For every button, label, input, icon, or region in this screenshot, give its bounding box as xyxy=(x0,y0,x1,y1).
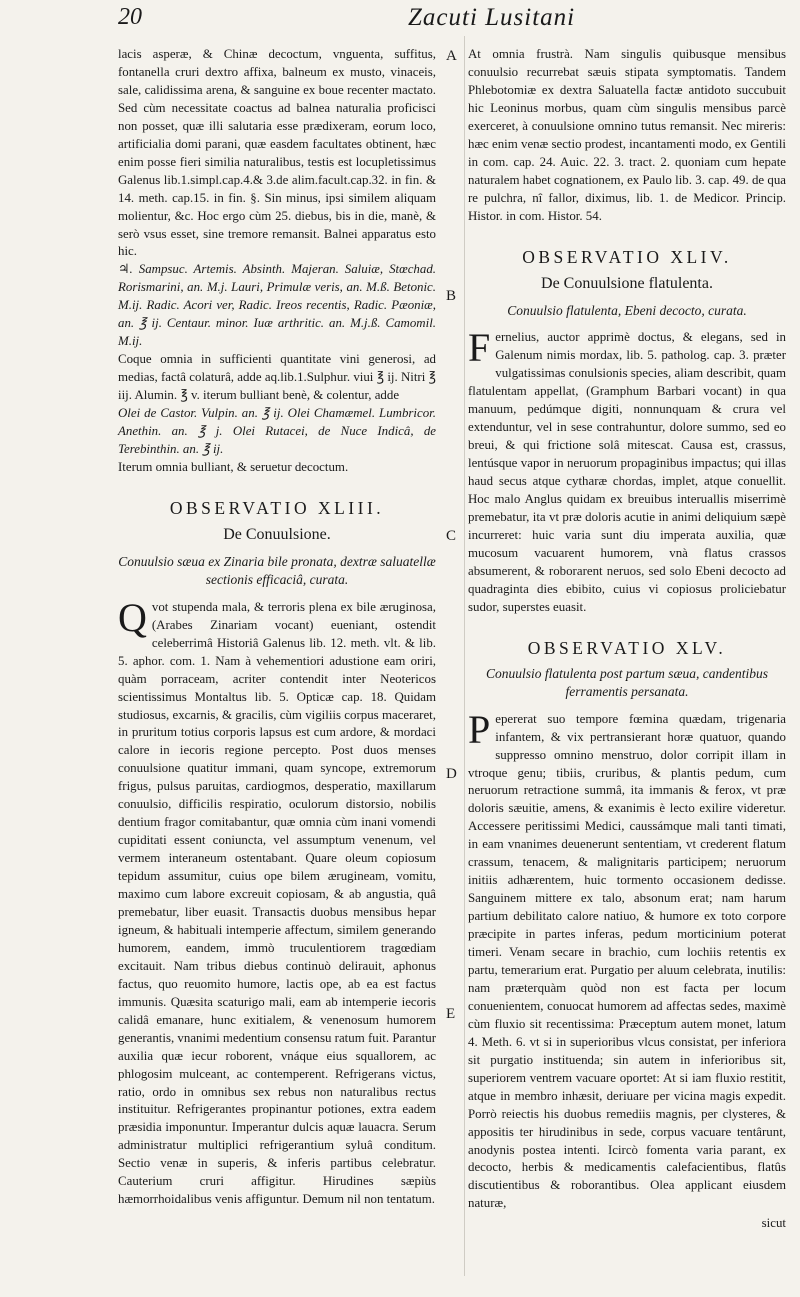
margin-letter-c: C xyxy=(446,528,457,544)
recipe-2: Olei de Castor. Vulpin. an. ℥ ij. Olei Chamæmel. Lumbricor. Anethin. an. ℥ j. Olei Rutacei, de Nuce Indicâ, de Terebinthin. an. ℥ ij. xyxy=(118,406,436,456)
observation-xliv-summary: Conuulsio flatulenta, Ebeni decocto, curata. xyxy=(507,302,747,318)
running-title: Zacuti Lusitani xyxy=(408,4,576,31)
observation-xliv-title: OBSERVATIO XLIV. xyxy=(522,246,732,267)
observation-xliv-subtitle: De Conuulsione flatulenta. xyxy=(541,274,713,292)
intro-paragraph-3: Iterum omnia bulliant, & seruetur decoctum. xyxy=(118,459,349,474)
observation-xliii-subtitle: De Conuulsione. xyxy=(223,525,331,543)
margin-letter-d: D xyxy=(446,766,457,782)
page-header xyxy=(0,4,800,34)
observation-xliii-body: Qvot stupenda mala, & terroris plena ex bile æruginosa, (Arabes Zinariam vocant) eueniant, ostendit celeberrimâ Historiâ Galenus lib. 12. meth. vlt. & lib. 5. aphor. com. 1. Nam à vehementiori adustione eam oriri, quàm porraceam, acriter contendit inter Neotericos scientissimus Montaltus lib. 5. Opticæ cap. 18. Quidam studiosus, excarnis, & gracilis, cùm vigiliis corpus maceraret, in pruritum totius corporis lapsus est cum ardore, & mordaci calore in iecoris regione percepto. Post duos menses conuulsione quatitur immani, quam syncope, extremorum frigus, pulsus paruitas, cardiogmos, desperatio, maxillarum conuulsio, difficilis respiratio, oculorum distorsio, nobilis dentium fragor comitabantur, quæ omnia cùm inani vomendi cupiditati essent coniuncta, vel assumptum venenum, vel vermem interaneum ostentabant. Quare oleum copiosum tepidum assumitur, cuius ope bilem ærugineam, vomitu, maximo cum labore excreuit copiosam, & ab angustia, quâ premebatur, liber euasit. Transactis duobus mensibus hepar igneum, & habituali intemperie affectum, similem generando humorem, eandem, immò truculentiorem tragœdiam excitauit. Nam tribus diebus continuò delirauit, aphonus factus, quo reuomito humore, lactis ope, ab ea est factus immunis. Quæsita scaturigo mali, eam ab intemperie iecoris calidâ emanare, hunc exitialem, & venenosum humorem generantis, vnanimi medentium consensu ratum fuit. Parantur auxilia quæ iecur roborent, vnáque eius squallorem, ac phlogosim mulceant, ac contemperent. Refrigerans victus, ratio, ordo in omnibus sex rebus non naturalibus rectus instituitur. Refrigerantes propinantur potiones, extra eadem præsidia imponuntur. Imperantur dulcis aquæ lauacra. Serum administratur multiplici refrigerantium syluâ conditum. Sectio venæ in superis, & inferis partibus celebratur. Cauterium cruri affigitur. Hirudines sæpiùs hæmorrhoidalibus venis affiguntur. Demum nil non tentatum. xyxy=(118,594,436,1207)
left-column xyxy=(118,46,436,1209)
margin-letter-e: E xyxy=(446,1006,456,1022)
catchword: sicut xyxy=(761,1216,786,1231)
right-column xyxy=(468,46,786,1233)
column-divider xyxy=(464,36,465,1276)
recipe-1: ♃. Sampsuc. Artemis. Absinth. Majeran. Saluiæ, Stœchad. Rorismarini, an. M.j. Lauri, Primulæ veris, an. M.ß. Betonic. M.ij. Radic. Acori ver, Radic. Ireos recentis, Radic. Pæoniæ, an. ℥ ij. Centaur. minor. Iuæ arthritic. an. M.j.ß. Camomil. M.ij. xyxy=(118,262,436,349)
intro-paragraph-1: lacis asperæ, & Chinæ decoctum, vnguenta, suffitus, fontanella cruri dextro affixa, balneum ex musto, vinaceis, sale, calidissima arena, & sanguine ex boue recenter mactato. Sed cùm necessitate coactus ad balnea naturalia proficisci non posset, quæ illi salutaria esse prædixeram, eorum loco, artificialia domi parani, quæ easdem facultates obtinent, hæc enim posse fieri similia naturalibus, testis est locupletissimus Galenus lib.1.simpl.cap.4.& 3.de alim.facult.cap.32. in fin. & 14. meth. cap.15. in fin. §. Sin minus, ipsi similem aliquam molientur, &c. Hoc ergo cùm 25. diebus, bis in die, manè, & serò vsus esset, sine tremore remansit. Balnei apparatus esto hic. xyxy=(118,47,436,259)
intro-paragraph-2: Coque omnia in sufficienti quantitate vini generosi, ad medias, factâ colaturâ, adde aq.lib.1.Sulphur. viui ℥ ij. Nitri ℥ iij. Alumin. ℥ v. iterum bulliant benè, & colentur, adde xyxy=(118,352,436,403)
observation-xlv-summary: Conuulsio flatulenta post partum sæua, candentibus ferramentis persanata. xyxy=(485,665,768,699)
observation-xliii-continued: At omnia frustrà. Nam singulis quibusque mensibus conuulsio recurrebat sæuis stipata symptomatis. Tandem Phlebotomiæ ex dextra Saluatella factæ antidoto succubuit hic Leoninus morbus, quam cùm singulis mensibus parcè exerceret, à conuulsione omnino tutus remansit. Nec mireris: hæc enim venæ sectio prodest, incantamenti modo, ex Gentili in com. cap. 24. Auic. 22. 3. tract. 2. quoniam cum hepate naturalem habet cognationem, ex Paulo lib. 3. cap. 49. de qua re pulchra, nî fallor, diximus, lib. 1. de Medicor. Princip. Histor. in com. Histor. 54. xyxy=(468,47,786,223)
observation-xliii-title: OBSERVATIO XLIII. xyxy=(169,497,385,518)
observation-xliii-summary: Conuulsio sæua ex Zinaria bile pronata, dextræ saluatellæ sectionis efficaciâ, curata. xyxy=(118,553,436,587)
observation-xliv-body: Fernelius, auctor apprimè doctus, & elegans, sed in Galenum nimis mordax, lib. 5. patholog. cap. 3. præter vulgatissimas conulsionis species, aliam describit, quam flatulentam appellat, (Gramphum Barbari vocant) in qua manuum, pedúmque digiti, nonnunquam & crura vel extenduntur, vel in sese contrahuntur, dolore summo, sed eo breui, & qui frictione solâ mitescat. Causa est, crassus, lentúsque vapor in neruorum propaginibus impactus; qui illas haud secus atque cytharæ chordas, implet, atque conuellit. Hoc malo Anglus quidam ex breuibus interuallis miserrimè premebatur, ita vt præ doloris acutie in animi deliquium sæpè incurreret: huic varia sunt diu imperata auxilia, quæ mucosum vacuarent humorem, vnà flatus crassos absumerent, & roborarent neruos, sed solo Ebeni decocto ad quadraginta dies ebibito, cuius vi copiosus proliciebatur sudor, superstes euasit. xyxy=(468,325,786,614)
observation-xlv-title: OBSERVATIO XLV. xyxy=(527,637,727,658)
margin-letter-b: B xyxy=(446,288,457,304)
page-number: 20 xyxy=(118,4,142,30)
margin-letter-a: A xyxy=(446,48,457,64)
observation-xlv-body: Pepererat suo tempore fœmina quædam, trigenaria infantem, & vix pertransierant horæ quatuor, quando suppresso omnino menstruo, dolor corripit illam in vtroque genu; tibiis, cruribus, & plantis pedum, cum neruorum retractione summâ, ita immanis & ferox, vt præ doloris sæuitie, amens, & exanimis è lecto exilire videretur. Accessere peritissimi Medici, caussámque mali tanti timati, in eam vnanimes deuenerunt sententiam, vt crederent flatum crassum, tenacem, & malignitaris participem; neruorum initiis adhærentem, huic tormento occasionem dedisse. Sanguinem mittere ex talo, absonum erat; nam harum partium debilitato calore natiuo, & humore ex toto corpore præcipite in partes inferas, pedum morticinium poterat timeri. Venam secare in brachio, cum lochiis retentis ex partu, temerarium erat. Purgatio per aluum celebrata, inutilis: nam præterquàm quòd non est facta per locum conuenientem, conuocat humorem ad affectas sedes, maximè cùm fluxio sit recentissima: Præceptum autem monet, latum 4. Meth. 6. vt si in superioribus vlcus consistat, per inferiora sit purgatio instituenda; sin autem in inferioribus sit, superiorem ventrem vacuare oportet: At si iam fluxio restitit, atque in membro inhæsit, deriuare per vicina magis expedit. Porrò reiectis his duobus remediis magnis, per clysteres, & appositis ter hirudinibus in sede, corpus vacuare tentârunt, anodynis postea intenti. Icircò fomenta varia parant, ex decocto, herbis & medicamentis calefacientibus, flatûs discutientibus & roborantibus. Olea applicant eiusdem naturæ, xyxy=(468,706,786,1211)
